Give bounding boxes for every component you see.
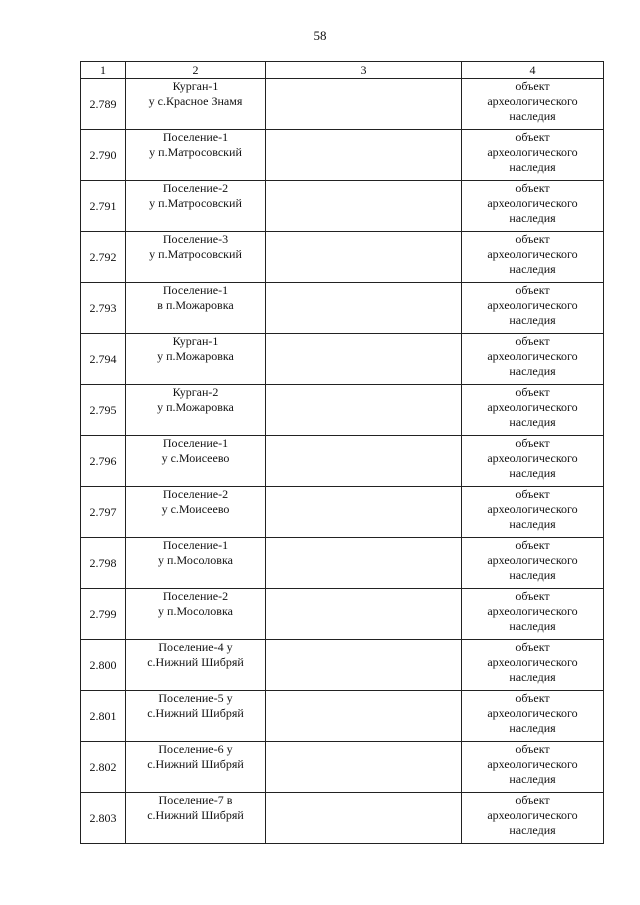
object-name-line-2: у п.Мосоловка <box>158 553 233 567</box>
object-category-line-1: объект <box>515 436 550 450</box>
object-category-line-3: наследия <box>509 160 556 174</box>
object-name-line-2: у с.Моисеево <box>161 502 230 516</box>
object-name-line-2: у с.Моисеево <box>161 451 230 465</box>
object-name-line-1: Курган-1 <box>172 334 219 348</box>
column-3-cell <box>266 283 462 334</box>
row-number-cell: 2.799 <box>81 589 126 640</box>
object-category-cell <box>462 130 604 181</box>
column-3-cell <box>266 538 462 589</box>
object-category-line-3: наследия <box>509 262 556 276</box>
object-name-line-1: Поселение-7 в <box>158 793 233 807</box>
object-category-cell <box>462 283 604 334</box>
object-name-line-2: у п.Мосоловка <box>158 604 233 618</box>
table-row <box>81 538 604 589</box>
heritage-objects-table <box>80 61 604 844</box>
object-category-line-1: объект <box>515 538 550 552</box>
object-category-cell <box>462 232 604 283</box>
column-3-cell <box>266 691 462 742</box>
object-name-cell <box>126 334 266 385</box>
object-category-line-1: объект <box>515 385 550 399</box>
object-category-line-3: наследия <box>509 415 556 429</box>
object-category-line-2: археологического <box>487 604 578 618</box>
object-category-line-2: археологического <box>487 349 578 363</box>
object-category-line-2: археологического <box>487 196 578 210</box>
column-3-cell <box>266 742 462 793</box>
object-category-cell <box>462 487 604 538</box>
object-name-line-2: с.Нижний Шибряй <box>147 757 244 771</box>
object-category-line-2: археологического <box>487 553 578 567</box>
object-category-line-1: объект <box>515 640 550 654</box>
object-name-line-1: Курган-2 <box>172 385 219 399</box>
object-name-cell <box>126 487 266 538</box>
object-category-cell <box>462 691 604 742</box>
table-row <box>81 283 604 334</box>
object-name-cell <box>126 742 266 793</box>
object-category-line-3: наследия <box>509 619 556 633</box>
object-category-line-2: археологического <box>487 757 578 771</box>
table-row <box>81 181 604 232</box>
object-category-line-1: объект <box>515 334 550 348</box>
object-category-cell <box>462 793 604 844</box>
object-category-line-3: наследия <box>509 823 556 837</box>
table-row <box>81 232 604 283</box>
object-name-line-2: у п.Можаровка <box>157 349 234 363</box>
object-category-line-2: археологического <box>487 706 578 720</box>
object-category-line-2: археологического <box>487 502 578 516</box>
table-body <box>81 79 604 844</box>
object-category-cell <box>462 742 604 793</box>
object-name-line-1: Поселение-2 <box>162 589 229 603</box>
table-row <box>81 793 604 844</box>
row-number-cell: 2.796 <box>81 436 126 487</box>
object-category-line-1: объект <box>515 742 550 756</box>
row-number-cell: 2.793 <box>81 283 126 334</box>
object-category-line-3: наследия <box>509 364 556 378</box>
table-row <box>81 385 604 436</box>
object-category-line-3: наследия <box>509 466 556 480</box>
object-category-cell <box>462 334 604 385</box>
table-row <box>81 589 604 640</box>
object-name-line-1: Поселение-1 <box>162 130 229 144</box>
object-category-line-2: археологического <box>487 94 578 108</box>
object-name-line-1: Поселение-2 <box>162 181 229 195</box>
object-name-cell <box>126 283 266 334</box>
object-category-cell <box>462 79 604 130</box>
object-category-line-2: археологического <box>487 247 578 261</box>
column-header-1: 1 <box>81 62 126 79</box>
object-category-line-2: археологического <box>487 400 578 414</box>
object-name-line-1: Поселение-4 у <box>158 640 233 654</box>
row-number-cell: 2.795 <box>81 385 126 436</box>
column-3-cell <box>266 589 462 640</box>
object-category-line-1: объект <box>515 487 550 501</box>
object-name-cell <box>126 589 266 640</box>
row-number-cell: 2.791 <box>81 181 126 232</box>
row-number-cell: 2.801 <box>81 691 126 742</box>
object-name-line-2: в п.Можаровка <box>157 298 234 312</box>
object-category-line-1: объект <box>515 691 550 705</box>
object-name-line-1: Поселение-3 <box>162 232 229 246</box>
object-category-line-3: наследия <box>509 568 556 582</box>
row-number-cell: 2.800 <box>81 640 126 691</box>
object-name-line-1: Поселение-1 <box>162 436 229 450</box>
row-number-cell: 2.792 <box>81 232 126 283</box>
object-name-cell <box>126 793 266 844</box>
row-number-cell: 2.794 <box>81 334 126 385</box>
object-category-line-2: археологического <box>487 808 578 822</box>
object-category-cell <box>462 385 604 436</box>
object-category-line-1: объект <box>515 79 550 93</box>
column-header-3: 3 <box>266 62 462 79</box>
column-3-cell <box>266 79 462 130</box>
table-row <box>81 487 604 538</box>
object-category-cell <box>462 538 604 589</box>
object-category-line-2: археологического <box>487 145 578 159</box>
object-name-cell <box>126 691 266 742</box>
object-name-line-1: Поселение-1 <box>162 283 229 297</box>
column-3-cell <box>266 640 462 691</box>
object-category-line-2: археологического <box>487 451 578 465</box>
object-name-line-2: с.Нижний Шибряй <box>147 706 244 720</box>
object-name-line-2: с.Нижний Шибряй <box>147 655 244 669</box>
row-number-cell: 2.790 <box>81 130 126 181</box>
object-name-line-2: у п.Можаровка <box>157 400 234 414</box>
row-number-cell: 2.797 <box>81 487 126 538</box>
column-3-cell <box>266 487 462 538</box>
object-name-cell <box>126 538 266 589</box>
object-category-line-3: наследия <box>509 517 556 531</box>
object-name-line-1: Поселение-5 у <box>158 691 233 705</box>
object-name-line-2: у п.Матросовский <box>149 145 242 159</box>
object-name-cell <box>126 232 266 283</box>
column-header-4: 4 <box>462 62 604 79</box>
object-name-line-2: у п.Матросовский <box>149 247 242 261</box>
object-category-cell <box>462 181 604 232</box>
object-category-line-1: объект <box>515 793 550 807</box>
object-name-line-1: Поселение-1 <box>162 538 229 552</box>
object-name-cell <box>126 79 266 130</box>
object-category-line-3: наследия <box>509 211 556 225</box>
column-3-cell <box>266 793 462 844</box>
object-category-line-1: объект <box>515 130 550 144</box>
row-number-cell: 2.789 <box>81 79 126 130</box>
object-category-line-1: объект <box>515 283 550 297</box>
object-name-cell <box>126 181 266 232</box>
object-category-line-1: объект <box>515 181 550 195</box>
object-category-cell <box>462 589 604 640</box>
object-category-line-3: наследия <box>509 313 556 327</box>
object-category-line-1: объект <box>515 232 550 246</box>
table-row <box>81 640 604 691</box>
object-category-line-3: наследия <box>509 721 556 735</box>
object-name-line-2: у с.Красное Знамя <box>148 94 243 108</box>
object-name-cell <box>126 640 266 691</box>
row-number-cell: 2.798 <box>81 538 126 589</box>
row-number-cell: 2.802 <box>81 742 126 793</box>
column-3-cell <box>266 385 462 436</box>
object-category-line-1: объект <box>515 589 550 603</box>
column-3-cell <box>266 334 462 385</box>
object-category-line-2: археологического <box>487 655 578 669</box>
table-row <box>81 436 604 487</box>
table-row <box>81 691 604 742</box>
object-category-line-3: наследия <box>509 109 556 123</box>
object-category-line-3: наследия <box>509 670 556 684</box>
object-name-line-1: Поселение-6 у <box>158 742 233 756</box>
table-row <box>81 742 604 793</box>
object-category-cell <box>462 640 604 691</box>
object-name-line-2: с.Нижний Шибряй <box>147 808 244 822</box>
object-category-line-3: наследия <box>509 772 556 786</box>
object-name-line-1: Курган-1 <box>172 79 219 93</box>
column-3-cell <box>266 232 462 283</box>
column-3-cell <box>266 436 462 487</box>
object-category-cell <box>462 436 604 487</box>
object-name-cell <box>126 130 266 181</box>
column-3-cell <box>266 181 462 232</box>
table-row <box>81 130 604 181</box>
object-name-line-1: Поселение-2 <box>162 487 229 501</box>
page-number: 58 <box>313 28 327 43</box>
row-number-cell: 2.803 <box>81 793 126 844</box>
table-header-row <box>81 62 604 79</box>
object-name-line-2: у п.Матросовский <box>149 196 242 210</box>
object-name-cell <box>126 385 266 436</box>
column-header-2: 2 <box>126 62 266 79</box>
table-row <box>81 334 604 385</box>
column-3-cell <box>266 130 462 181</box>
table-row <box>81 79 604 130</box>
object-category-line-2: археологического <box>487 298 578 312</box>
object-name-cell <box>126 436 266 487</box>
